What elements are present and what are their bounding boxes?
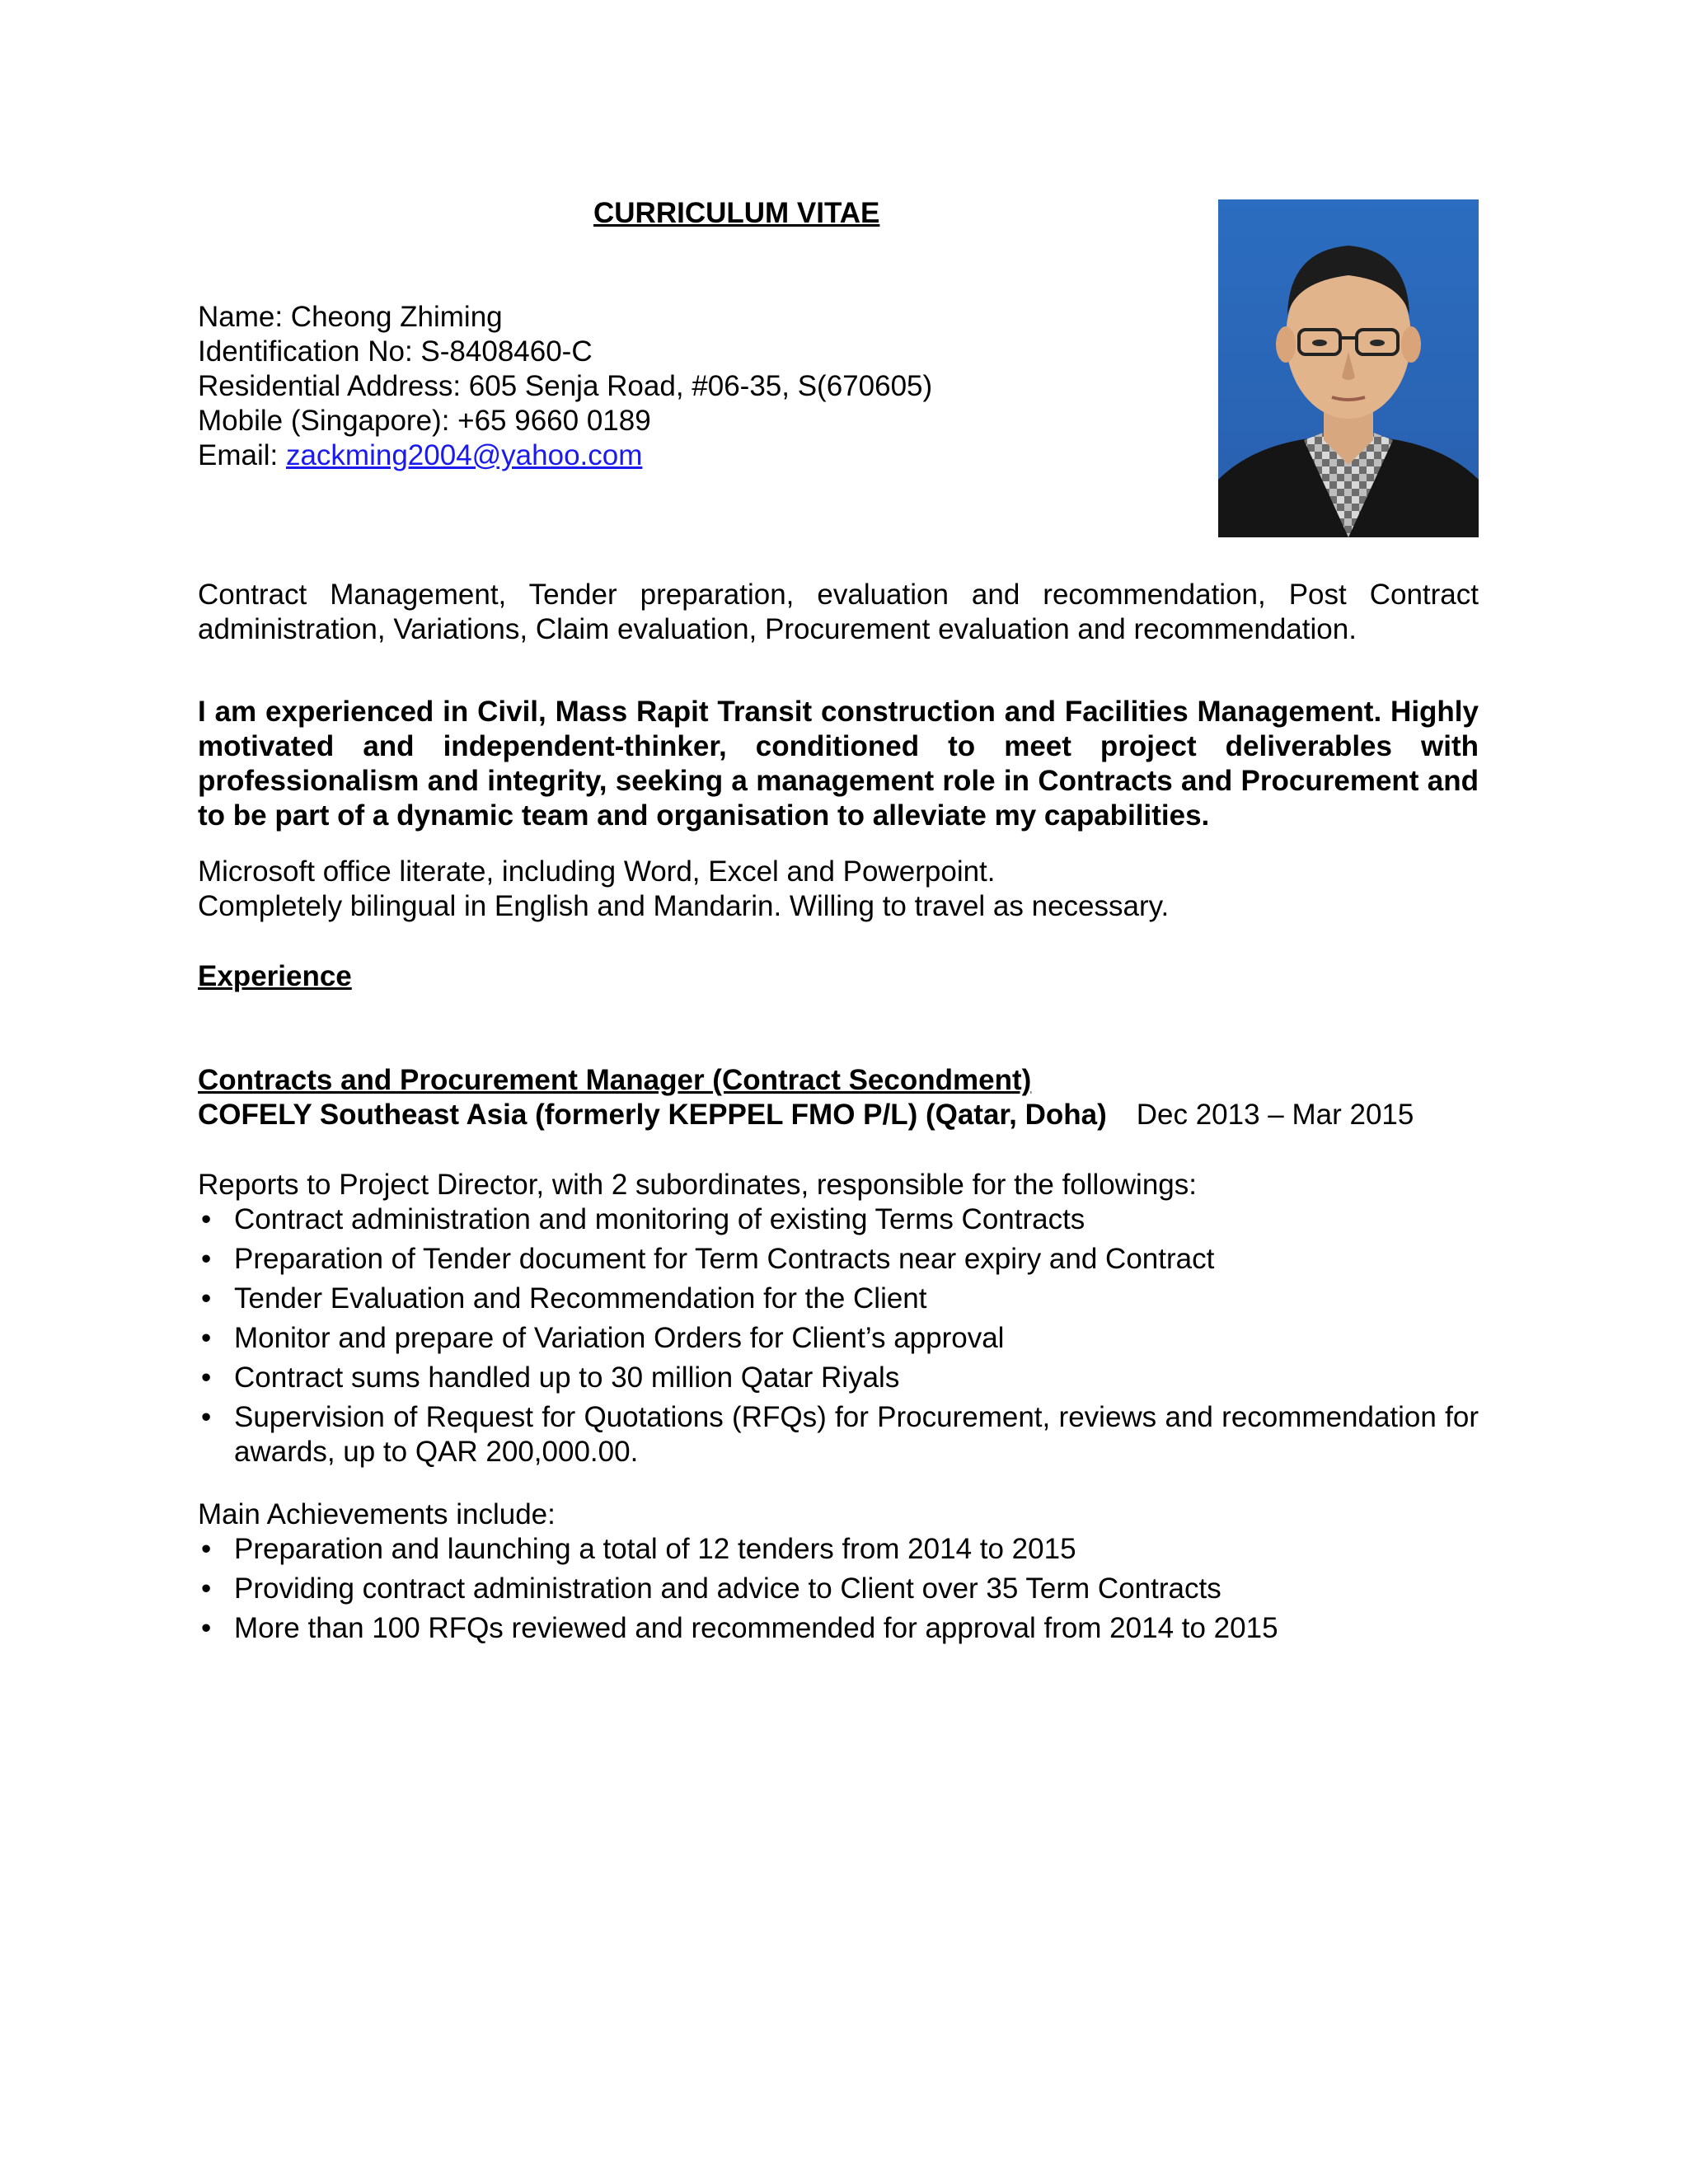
email-label: Email: [198,439,286,471]
bullet-icon: • [201,1572,212,1605]
skill-line: Microsoft office literate, including Word, Excel and Powerpoint. [198,855,996,888]
bullet-icon: • [201,1282,212,1315]
id-line: Identification No: S-8408460-C [198,335,593,368]
list-item [198,1242,1479,1277]
list-item [198,1400,1479,1469]
job-company: COFELY Southeast Asia (formerly KEPPEL FMO P/L) (Qatar, Doha) [198,1099,1107,1131]
bullet-icon: • [201,1361,212,1394]
profile-photo [1218,199,1479,537]
job-company-row [198,1098,1479,1132]
job-dates: Dec 2013 – Mar 2015 [1136,1099,1414,1131]
list-item [198,1572,1479,1606]
contact-details [198,300,932,473]
mobile-line: Mobile (Singapore): +65 9660 0189 [198,405,651,437]
name-line: Name: Cheong Zhiming [198,301,503,333]
list-item [198,1282,1479,1316]
bullet-icon: • [201,1612,212,1644]
address-line: Residential Address: 605 Senja Road, #06-35, S(670605) [198,370,933,402]
list-item [198,1361,1479,1395]
list-item [198,1611,1479,1646]
list-item-text: Contract sums handled up to 30 million Qatar Riyals [234,1361,900,1394]
list-item [198,1321,1479,1356]
list-item-text: Preparation and launching a total of 12 tenders from 2014 to 2015 [234,1533,1076,1565]
list-item [198,1202,1479,1237]
bullet-icon: • [201,1322,212,1354]
list-item-text: More than 100 RFQs reviewed and recommended for approval from 2014 to 2015 [234,1612,1278,1644]
bullet-icon: • [201,1533,212,1565]
list-item-text: Monitor and prepare of Variation Orders for Client’s approval [234,1322,1005,1354]
list-item-text: Preparation of Tender document for Term Contracts near expiry and Contract [234,1243,1215,1275]
list-item-text: Tender Evaluation and Recommendation for the Client [234,1282,927,1315]
email-link[interactable]: zackming2004@yahoo.com [285,439,643,471]
skill-line: Completely bilingual in English and Mandarin. Willing to travel as necessary. [198,890,1170,922]
duties-list [198,1202,1479,1474]
list-item-text: Providing contract administration and advice to Client over 35 Term Contracts [234,1572,1221,1605]
achievements-label: Main Achievements include: [198,1498,556,1530]
list-item-text: Supervision of Request for Quotations (RFQs) for Procurement, reviews and recommendation for awards, up to QAR 200,000.00. [234,1401,1479,1468]
experience-heading: Experience [198,960,352,992]
additional-skills [198,855,1479,924]
bullet-icon: • [201,1243,212,1275]
job-title: Contracts and Procurement Manager (Contract Secondment) [198,1064,1032,1096]
email-line [198,438,932,473]
achievements-list [198,1532,1479,1651]
bullet-icon: • [201,1401,212,1433]
list-item [198,1532,1479,1567]
list-item-text: Contract administration and monitoring of existing Terms Contracts [234,1203,1085,1235]
bullet-icon: • [201,1203,212,1235]
document-title: CURRICULUM VITAE [593,197,880,229]
personal-statement: I am experienced in Civil, Mass Rapit Transit construction and Facilities Management. Highly motivated and independent-thinker, conditioned to meet project deliverables with professionalism and integrity, seeking a management role in Contracts and Procurement and to be part of a dynamic team and organisation to alleviate my capabilities. [198,696,1479,832]
reports-line: Reports to Project Director, with 2 subordinates, responsible for the followings: [198,1169,1197,1201]
skills-summary: Contract Management, Tender preparation, evaluation and recommendation, Post Contract administration, Variations, Claim evaluation, Procurement evaluation and recommendation. [198,579,1479,645]
